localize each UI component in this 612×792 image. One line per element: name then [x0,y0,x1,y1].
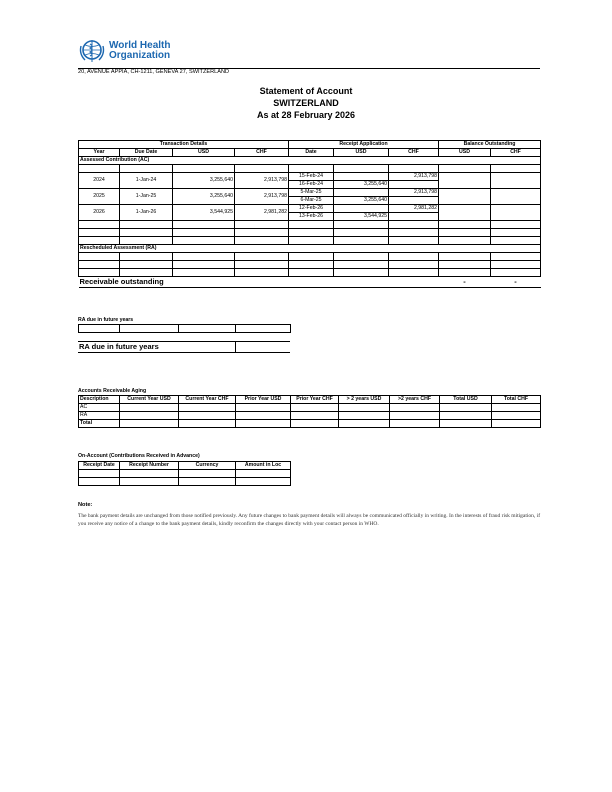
as-at-date: As at 28 February 2026 [256,110,356,120]
aging-col-total-chf: Total CHF [492,396,541,404]
table-row [79,404,541,412]
col-balance-usd: USD [439,149,491,157]
aging-col-current-usd: Current Year USD [120,396,179,404]
receipt-usd-cell: 3,255,640 [334,197,389,205]
ra-future-total-row [78,342,290,353]
on-account-col-receipt-number: Receipt Number [120,462,179,470]
table-row [79,420,541,428]
chf-cell: 2,913,798 [235,189,289,205]
table-row [79,237,541,245]
usd-cell: 3,544,925 [173,205,235,221]
chf-cell: 2,913,798 [235,173,289,189]
org-address: 20, AVENUE APPIA, CH-1211, GENEVA 27, SWITZERLAND [78,68,540,76]
receipt-chf-cell [389,197,439,205]
year-cell: 2024 [79,173,120,189]
org-name-line2: Organization [109,50,171,61]
note-title: Note: [78,502,93,508]
org-name-line1: World Health [109,40,171,51]
aging-row-label: RA [79,412,120,420]
chf-cell: 2,981,282 [235,205,289,221]
year-cell: 2025 [79,189,120,205]
on-account-col-currency: Currency [179,462,236,470]
col-due-date: Due Date [120,149,173,157]
aging-col-total-usd: Total USD [440,396,492,404]
receipt-date-cell: 15-Feb-24 [289,173,334,181]
country-title: SWITZERLAND [273,98,339,108]
ra-section-label: Rescheduled Assessment (RA) [79,245,541,253]
usd-cell: 3,255,640 [173,173,235,189]
aging-col-2y-usd: > 2 years USD [339,396,390,404]
column-header-row [79,149,541,157]
statement-table [78,140,541,288]
aging-table [78,395,541,428]
receipt-date-cell: 13-Feb-26 [289,213,334,221]
col-receipt-usd: USD [334,149,389,157]
table-row [79,229,541,237]
receivable-outstanding-row [79,277,541,288]
who-logo [78,38,178,66]
due-date-cell: 1-Jan-26 [120,205,173,221]
ra-future-small-label: RA due in future years [78,317,134,323]
ra-future-table [78,324,291,333]
table-row [79,412,541,420]
receipt-chf-cell: 2,913,798 [389,173,439,181]
due-date-cell: 1-Jan-25 [120,189,173,205]
table-row [79,325,291,333]
receivable-usd-value: - [439,277,491,288]
usd-cell: 3,255,640 [173,189,235,205]
transaction-details-header: Transaction Details [79,141,289,149]
col-date: Date [289,149,334,157]
note-text: The bank payment details are unchanged from those notified previously. Any future changes to bank payment details will always be communicated officially in writing. In the interests of fraud risk mitigation, if you receive any notice of a change to the bank payment details, kindly reconfirm the changes directly with your contact person in WHO. [78,513,541,527]
receipt-usd-cell [334,205,389,213]
table-row [79,173,541,181]
aging-col-prior-chf: Prior Year CHF [291,396,339,404]
aging-title: Accounts Receivable Aging [78,388,147,394]
aging-col-2y-chf: >2 years CHF [390,396,440,404]
table-row [79,253,541,261]
col-balance-chf: CHF [491,149,541,157]
receipt-usd-cell: 3,255,640 [334,181,389,189]
balance-outstanding-header: Balance Outstanding [439,141,541,149]
due-date-cell: 1-Jan-24 [120,173,173,189]
aging-col-prior-usd: Prior Year USD [236,396,291,404]
col-year: Year [79,149,120,157]
receipt-chf-cell [389,181,439,189]
on-account-table [78,461,291,486]
receipt-chf-cell: 2,981,282 [389,205,439,213]
statement-title: Statement of Account [259,86,353,96]
receipt-date-cell: 6-Mar-25 [289,197,334,205]
table-row [79,205,541,213]
aging-row-label: AC [79,404,120,412]
receivable-chf-value: - [491,277,541,288]
col-usd: USD [173,149,235,157]
ra-future-total-table [78,341,290,353]
receipt-usd-cell [334,189,389,197]
table-row [79,189,541,197]
ac-section-label: Assessed Contribution (AC) [79,157,541,165]
year-cell: 2026 [79,205,120,221]
table-row [79,470,291,478]
on-account-header-row [79,462,291,470]
table-row [79,478,291,486]
aging-col-description: Description [79,396,120,404]
col-receipt-chf: CHF [389,149,439,157]
receipt-chf-cell: 2,913,798 [389,189,439,197]
table-row [79,165,541,173]
on-account-col-amount: Amount in Loc [236,462,291,470]
ra-section-row [79,245,541,253]
receipt-usd-cell: 3,544,925 [334,213,389,221]
aging-col-current-chf: Current Year CHF [179,396,236,404]
table-row [79,269,541,277]
ra-future-big-label: RA due in future years [78,342,235,353]
receipt-application-header: Receipt Application [289,141,439,149]
receivable-outstanding-label: Receivable outstanding [79,277,439,288]
receipt-date-cell: 16-Feb-24 [289,181,334,189]
ac-section-row [79,157,541,165]
table-row [79,261,541,269]
col-chf: CHF [235,149,289,157]
receipt-date-cell: 12-Feb-26 [289,205,334,213]
group-header-row [79,141,541,149]
aging-row-label: Total [79,420,120,428]
on-account-title: On-Account (Contributions Received in Advance) [78,453,200,459]
on-account-col-receipt-date: Receipt Date [79,462,120,470]
aging-header-row [79,396,541,404]
receipt-date-cell: 5-Mar-25 [289,189,334,197]
receipt-usd-cell [334,173,389,181]
who-emblem-icon [78,38,106,64]
receipt-chf-cell [389,213,439,221]
table-row [79,221,541,229]
